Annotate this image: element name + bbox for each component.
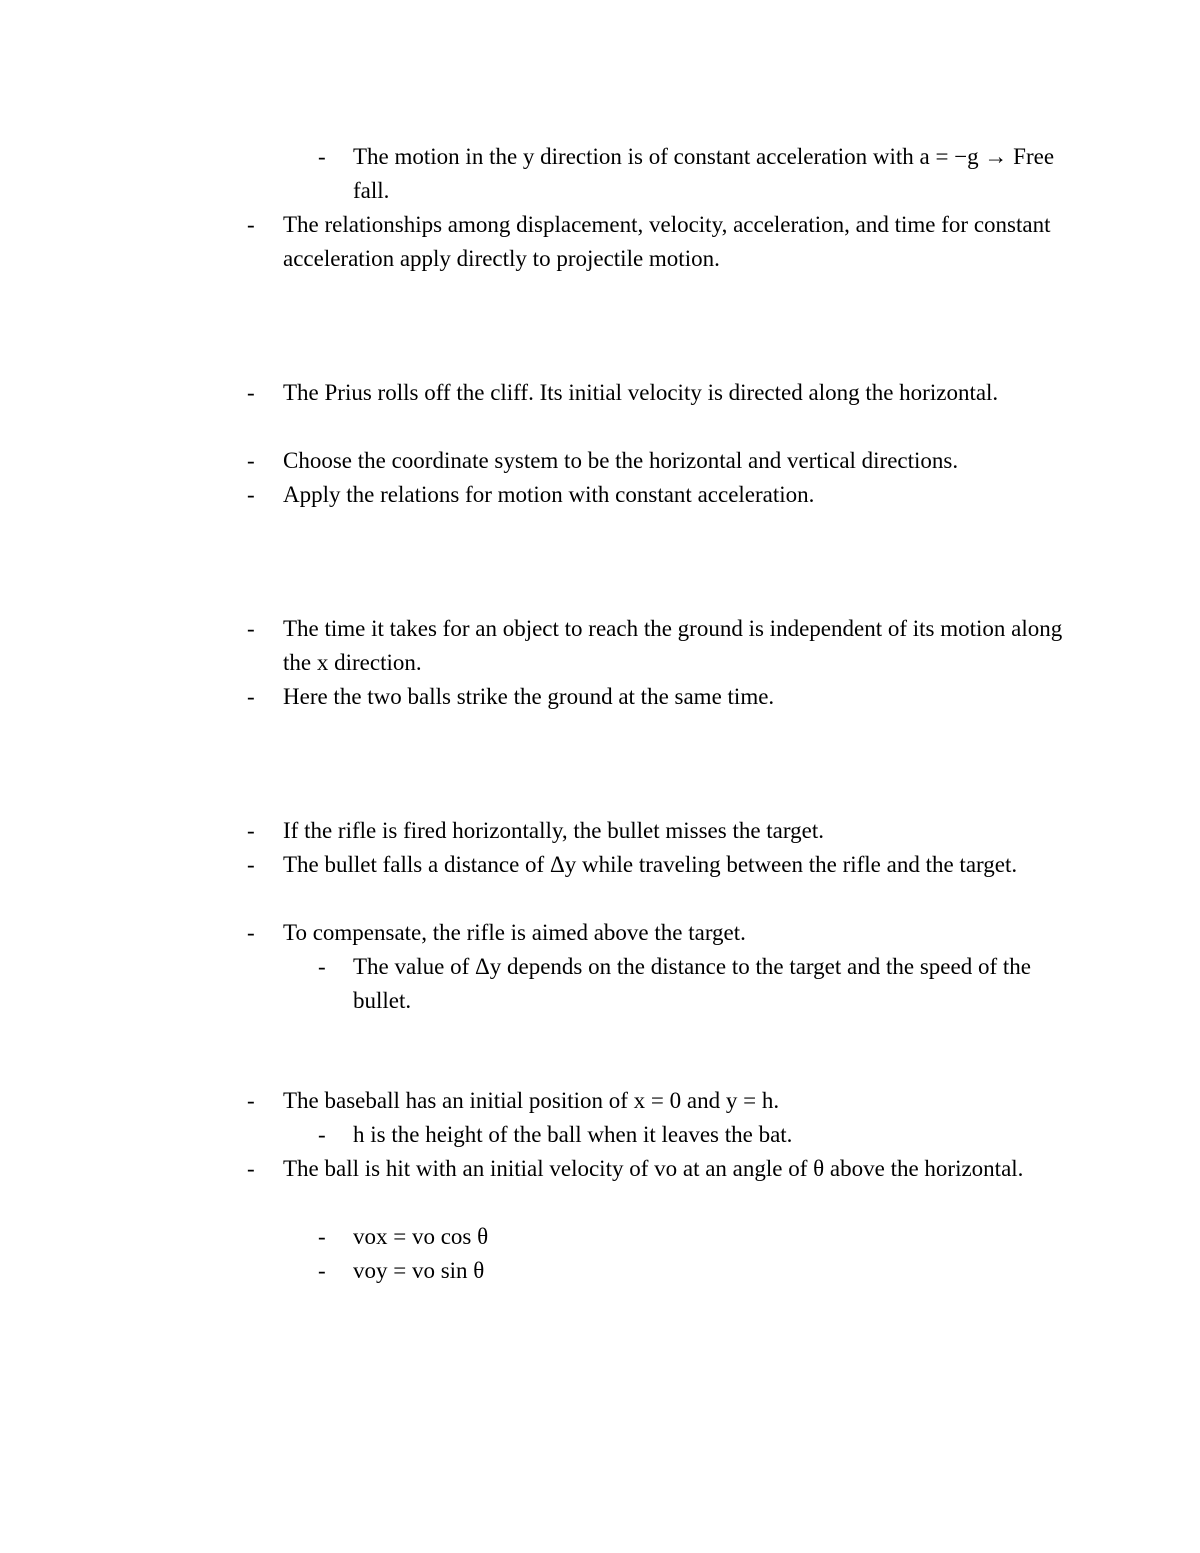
- list-item-text: The time it takes for an object to reach the ground is independent of its motion along the x direction.: [283, 616, 1063, 675]
- list-item-text: The bullet falls a distance of Δy while traveling between the rifle and the target.: [283, 852, 1018, 877]
- bullet-marker: -: [247, 1156, 255, 1181]
- bullet-marker: -: [247, 684, 255, 709]
- bullet-marker: -: [247, 448, 255, 473]
- bullet-marker: -: [247, 616, 255, 641]
- bullet-marker: -: [247, 920, 255, 945]
- list-item-text: The baseball has an initial position of x = 0 and y = h.: [283, 1088, 780, 1113]
- bullet-marker: -: [318, 144, 326, 169]
- list-item-text: Apply the relations for motion with constant acceleration.: [283, 482, 815, 507]
- bullet-marker: -: [247, 380, 255, 405]
- list-item-text: The ball is hit with an initial velocity of vo at an angle of θ above the horizontal.: [283, 1156, 1024, 1181]
- list-item-text: vox = vo cos θ: [353, 1224, 489, 1249]
- list-item-text: The relationships among displacement, velocity, acceleration, and time for constant acceleration apply directly to projectile motion.: [283, 212, 1051, 271]
- bullet-marker: -: [318, 1224, 326, 1249]
- bullet-marker: -: [247, 852, 255, 877]
- bullet-marker: -: [318, 1258, 326, 1283]
- list-item-text: voy = vo sin θ: [353, 1258, 485, 1283]
- bullet-marker: -: [318, 1122, 326, 1147]
- list-item-text: Here the two balls strike the ground at the same time.: [283, 684, 775, 709]
- bullet-marker: -: [247, 1088, 255, 1113]
- bullet-marker: -: [247, 818, 255, 843]
- list-item-text: To compensate, the rifle is aimed above the target.: [283, 920, 746, 945]
- list-item-text: The value of Δy depends on the distance to the target and the speed of the bullet.: [353, 954, 1031, 1013]
- list-item-text: Choose the coordinate system to be the horizontal and vertical directions.: [283, 448, 959, 473]
- bullet-marker: -: [318, 954, 326, 979]
- list-item-text: The Prius rolls off the cliff. Its initial velocity is directed along the horizontal.: [283, 380, 999, 405]
- list-item-text: h is the height of the ball when it leaves the bat.: [353, 1122, 793, 1147]
- bullet-marker: -: [247, 482, 255, 507]
- list-item-text: If the rifle is fired horizontally, the bullet misses the target.: [283, 818, 824, 843]
- list-item-text: The motion in the y direction is of constant acceleration with a = −g → Free fall.: [353, 144, 1055, 203]
- bullet-marker: -: [247, 212, 255, 237]
